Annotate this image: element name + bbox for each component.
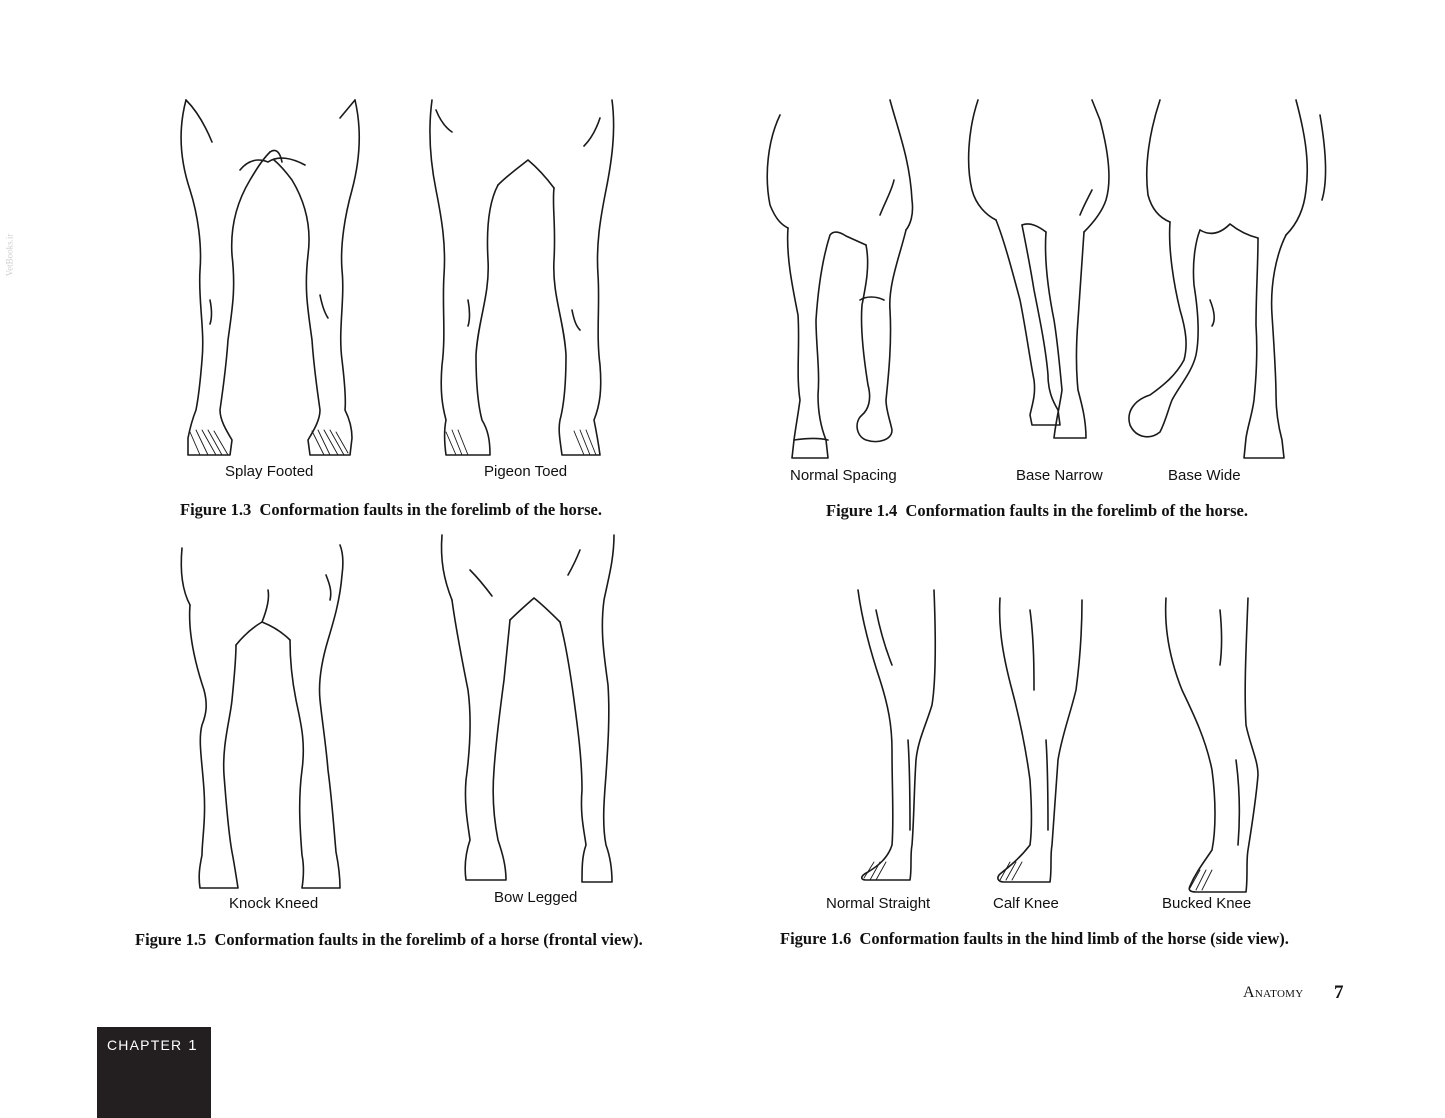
label-calf-knee: Calf Knee: [993, 895, 1059, 912]
caption-text: Conformation faults in the forelimb of the horse.: [905, 501, 1248, 520]
chapter-tab: [97, 1027, 211, 1118]
horse-legs-base-narrow-drawing: [969, 100, 1109, 438]
horse-legs-knock-kneed-drawing: [181, 545, 343, 888]
chapter-label: [107, 1037, 198, 1054]
watermark: VetBooks.ir: [4, 233, 15, 277]
caption-number: Figure 1.5: [135, 930, 207, 949]
hind-leg-normal-straight-drawing: [858, 590, 935, 880]
running-head: Anatomy: [1243, 984, 1304, 1001]
caption-text: Conformation faults in the hind limb of the horse (side view).: [859, 929, 1289, 948]
caption-figure-1-4: [826, 501, 1248, 521]
label-normal-straight: Normal Straight: [826, 895, 931, 912]
caption-figure-1-3: [180, 500, 602, 520]
caption-text: Conformation faults in the forelimb of the horse.: [259, 500, 602, 519]
label-normal-spacing: Normal Spacing: [790, 467, 897, 484]
label-pigeon-toed: Pigeon Toed: [484, 463, 568, 480]
label-knock-kneed: Knock Kneed: [229, 895, 319, 912]
label-bow-legged: Bow Legged: [494, 889, 578, 906]
horse-legs-splay-footed-drawing: [181, 100, 359, 455]
page-number: 7: [1334, 982, 1344, 1003]
chapter-word: CHAPTER: [107, 1037, 183, 1053]
horse-legs-bow-legged-drawing: [441, 535, 614, 882]
label-splay-footed: Splay Footed: [225, 463, 314, 480]
caption-number: Figure 1.6: [780, 929, 852, 948]
label-base-narrow: Base Narrow: [1016, 467, 1103, 484]
chapter-number: 1: [188, 1037, 198, 1054]
hind-leg-bucked-knee-drawing: [1166, 598, 1258, 892]
caption-figure-1-5: [135, 930, 643, 950]
horse-legs-base-wide-drawing: [1129, 100, 1326, 458]
label-bucked-knee: Bucked Knee: [1162, 895, 1252, 912]
caption-text: Conformation faults in the forelimb of a horse (frontal view).: [214, 930, 643, 949]
hind-leg-calf-knee-drawing: [998, 598, 1082, 882]
horse-legs-pigeon-toed-drawing: [430, 100, 614, 455]
caption-figure-1-6: [780, 929, 1289, 949]
label-base-wide: Base Wide: [1168, 467, 1241, 484]
horse-legs-normal-spacing-drawing: [767, 100, 912, 458]
caption-number: Figure 1.3: [180, 500, 252, 519]
caption-number: Figure 1.4: [826, 501, 898, 520]
